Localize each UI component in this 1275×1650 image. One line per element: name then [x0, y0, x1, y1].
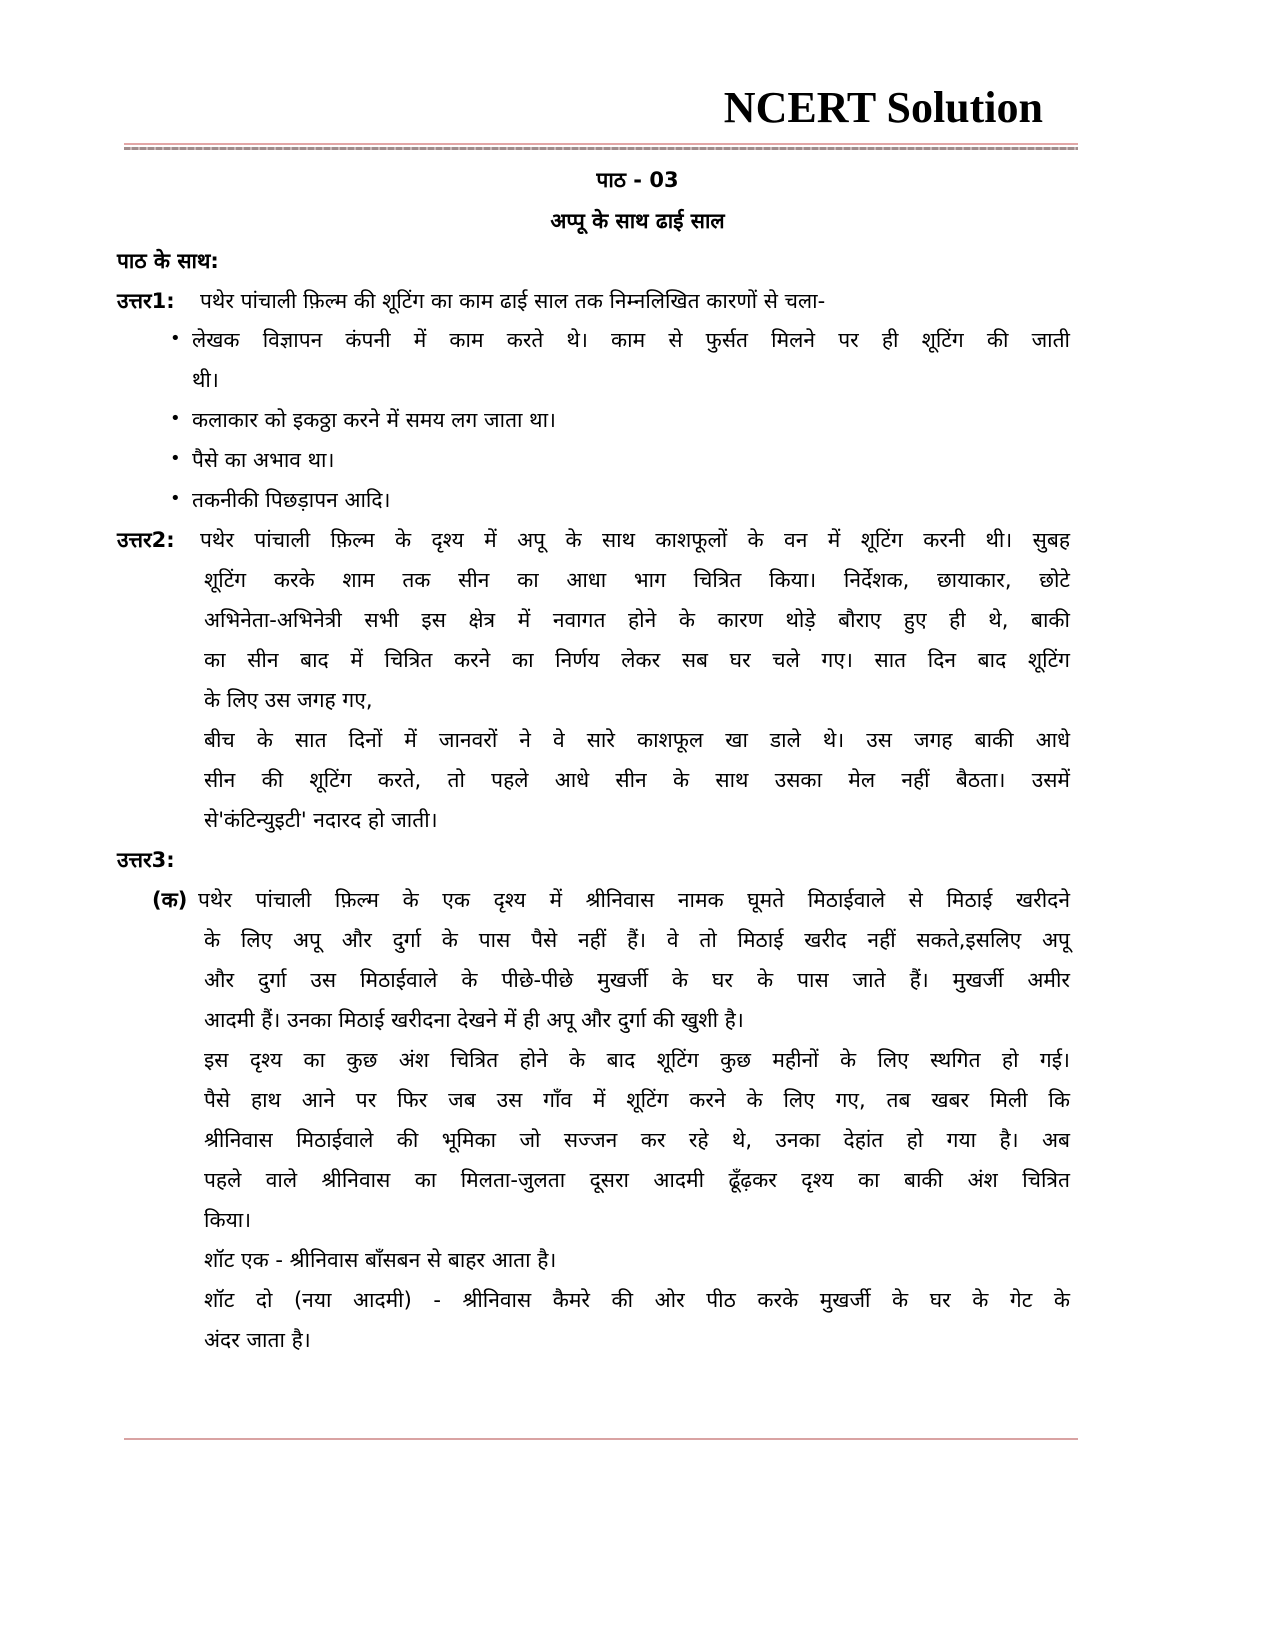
- header-rule-dotted: [124, 147, 1078, 150]
- lesson-number: पाठ - 03: [596, 168, 679, 192]
- answer-3-part-label: (क): [152, 888, 188, 912]
- header-rule: [124, 143, 1078, 145]
- answer-1-bullet-4: तकनीकी पिछड़ापन आदि।: [192, 488, 391, 512]
- answer-3-line: इस दृश्य का कुछ अंश चित्रित होने के बाद शूटिंग कुछ महीनों के लिए स्थगित हो गई।: [204, 1048, 1070, 1072]
- answer-3-line: किया।: [204, 1208, 252, 1232]
- bullet-icon: •: [170, 448, 181, 469]
- bullet-icon: •: [170, 488, 181, 509]
- answer-1-bullet-1-cont: थी।: [192, 368, 219, 392]
- answer-2-line: पथेर पांचाली फ़िल्म के दृश्य में अपू के साथ काशफूलों के वन में शूटिंग करनी थी। सुबह: [200, 528, 1070, 552]
- header-title: NCERT Solution: [723, 83, 1043, 132]
- answer-3-line: पैसे हाथ आने पर फिर जब उस गाँव में शूटिंग करने के लिए गए, तब खबर मिली कि: [204, 1088, 1070, 1112]
- answer-2-line: के लिए उस जगह गए,: [204, 688, 373, 712]
- answer-1-bullet-2: कलाकार को इकठ्ठा करने में समय लग जाता था।: [192, 408, 556, 432]
- answer-2-line: अभिनेता-अभिनेत्री सभी इस क्षेत्र में नवागत होने के कारण थोड़े बौराए हुए ही थे, बाकी: [204, 608, 1070, 632]
- answer-1-label: उत्तर1:: [117, 289, 175, 313]
- answer-2-line: बीच के सात दिनों में जानवरों ने वे सारे काशफूल खा डाले थे। उस जगह बाकी आधे: [204, 728, 1070, 752]
- lesson-title: अप्पू के साथ ढाई साल: [550, 209, 725, 233]
- answer-2-line: से'कंटिन्युइटी' नदारद हो जाती।: [204, 808, 438, 832]
- answer-3-line: शॉट दो (नया आदमी) - श्रीनिवास कैमरे की ओर पीठ करके मुखर्जी के घर के गेट के: [204, 1288, 1070, 1312]
- answer-3-line: शॉट एक - श्रीनिवास बाँसबन से बाहर आता है।: [204, 1248, 557, 1272]
- answer-1-bullet-1: लेखक विज्ञापन कंपनी में काम करते थे। काम से फुर्सत मिलने पर ही शूटिंग की जाती: [192, 328, 1070, 352]
- footer-rule: [124, 1438, 1078, 1440]
- answer-3-line: श्रीनिवास मिठाईवाले की भूमिका जो सज्जन कर रहे थे, उनका देहांत हो गया है। अब: [204, 1128, 1070, 1152]
- section-heading: पाठ के साथ:: [117, 249, 219, 273]
- answer-1-bullet-3: पैसे का अभाव था।: [192, 448, 335, 472]
- answer-3-label: उत्तर3:: [117, 848, 175, 872]
- answer-3-line: पहले वाले श्रीनिवास का मिलता-जुलता दूसरा आदमी ढूँढ़कर दृश्य का बाकी अंश चित्रित: [204, 1168, 1070, 1192]
- answer-3-line: के लिए अपू और दुर्गा के पास पैसे नहीं हैं। वे तो मिठाई खरीद नहीं सकते,इसलिए अपू: [204, 928, 1070, 952]
- answer-3-line: पथेर पांचाली फ़िल्म के एक दृश्य में श्रीनिवास नामक घूमते मिठाईवाले से मिठाई खरीदने: [198, 888, 1070, 912]
- answer-1-intro: पथेर पांचाली फ़िल्म की शूटिंग का काम ढाई साल तक निम्नलिखित कारणों से चला-: [200, 289, 826, 313]
- bullet-icon: •: [170, 328, 181, 349]
- answer-2-line: सीन की शूटिंग करते, तो पहले आधे सीन के साथ उसका मेल नहीं बैठता। उसमें: [204, 768, 1070, 792]
- answer-2-line: का सीन बाद में चित्रित करने का निर्णय लेकर सब घर चले गए। सात दिन बाद शूटिंग: [204, 648, 1070, 672]
- answer-2-label: उत्तर2:: [117, 528, 175, 552]
- bullet-icon: •: [170, 408, 181, 429]
- answer-3-line: अंदर जाता है।: [204, 1328, 311, 1352]
- answer-3-line: आदमी हैं। उनका मिठाई खरीदना देखने में ही अपू और दुर्गा की खुशी है।: [204, 1008, 744, 1032]
- answer-2-line: शूटिंग करके शाम तक सीन का आधा भाग चित्रित किया। निर्देशक, छायाकार, छोटे: [204, 568, 1070, 592]
- answer-3-line: और दुर्गा उस मिठाईवाले के पीछे-पीछे मुखर्जी के घर के पास जाते हैं। मुखर्जी अमीर: [204, 968, 1070, 992]
